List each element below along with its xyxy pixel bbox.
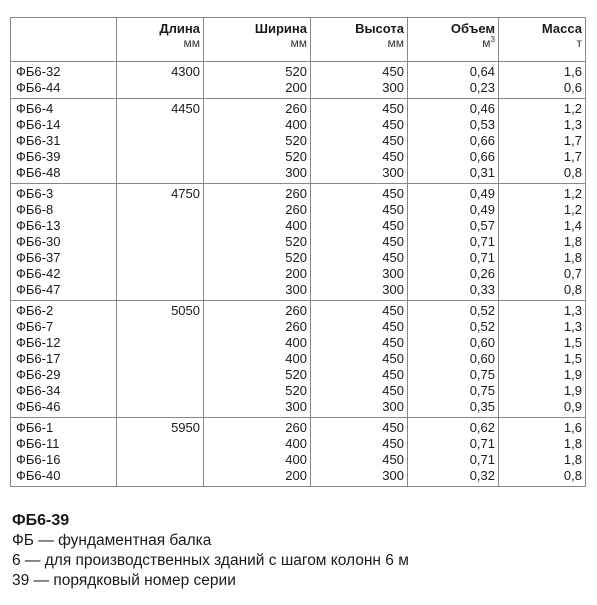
name-value: ФБ6-1 bbox=[16, 420, 54, 435]
header-mass bbox=[499, 18, 586, 62]
header-width bbox=[204, 18, 311, 62]
cell-length bbox=[117, 418, 204, 487]
mass-value: 1,3 bbox=[563, 319, 582, 334]
width-value: 400 bbox=[285, 452, 307, 467]
name-value: ФБ6-48 bbox=[16, 165, 61, 180]
width-value: 200 bbox=[285, 266, 307, 281]
name-value: ФБ6-8 bbox=[16, 202, 54, 217]
height-value: 450 bbox=[382, 367, 404, 382]
header-mass-unit: т bbox=[576, 36, 582, 50]
name-value: ФБ6-39 bbox=[16, 149, 61, 164]
mass-value: 1,2 bbox=[563, 186, 582, 201]
legend bbox=[12, 511, 409, 591]
height-value: 450 bbox=[382, 420, 404, 435]
name-value: ФБ6-7 bbox=[16, 319, 54, 334]
name-value: ФБ6-40 bbox=[16, 468, 61, 483]
header-mass-label: Масса bbox=[541, 21, 582, 36]
width-value: 200 bbox=[285, 468, 307, 483]
volume-value: 0,75 bbox=[469, 383, 495, 398]
cell-width bbox=[204, 99, 311, 184]
width-value: 400 bbox=[285, 117, 307, 132]
volume-unit-exponent: 3 bbox=[490, 35, 495, 44]
name-value: ФБ6-29 bbox=[16, 367, 61, 382]
mass-value: 0,8 bbox=[563, 468, 582, 483]
width-value: 520 bbox=[285, 383, 307, 398]
name-value: ФБ6-14 bbox=[16, 117, 61, 132]
table-group-row bbox=[11, 418, 586, 487]
header-height bbox=[311, 18, 408, 62]
name-value: ФБ6-12 bbox=[16, 335, 61, 350]
width-value: 520 bbox=[285, 133, 307, 148]
mass-value: 0,8 bbox=[563, 282, 582, 297]
cell-mass bbox=[499, 62, 586, 99]
header-width-label: Ширина bbox=[254, 21, 307, 36]
volume-value: 0,32 bbox=[469, 468, 495, 483]
table-header bbox=[11, 18, 586, 62]
cell-name bbox=[11, 99, 117, 184]
header-volume-unit bbox=[411, 36, 495, 51]
mass-value: 0,7 bbox=[563, 266, 582, 281]
name-value: ФБ6-17 bbox=[16, 351, 61, 366]
height-value: 450 bbox=[382, 202, 404, 217]
volume-value: 0,35 bbox=[469, 399, 495, 414]
header-length-unit: мм bbox=[183, 36, 200, 50]
volume-value: 0,46 bbox=[469, 101, 495, 116]
mass-value: 1,7 bbox=[563, 133, 582, 148]
name-value: ФБ6-30 bbox=[16, 234, 61, 249]
cell-width bbox=[204, 62, 311, 99]
mass-value: 1,9 bbox=[563, 367, 582, 382]
cell-height bbox=[311, 418, 408, 487]
header-height-label: Высота bbox=[355, 21, 404, 36]
mass-value: 0,9 bbox=[563, 399, 582, 414]
volume-value: 0,26 bbox=[469, 266, 495, 281]
cell-height bbox=[311, 99, 408, 184]
name-value: ФБ6-2 bbox=[16, 303, 54, 318]
height-value: 450 bbox=[382, 101, 404, 116]
height-value: 300 bbox=[382, 468, 404, 483]
cell-width bbox=[204, 301, 311, 418]
height-value: 450 bbox=[382, 452, 404, 467]
volume-value: 0,71 bbox=[469, 452, 495, 467]
length-value: 5950 bbox=[171, 420, 200, 435]
table-group-row bbox=[11, 184, 586, 301]
cell-height bbox=[311, 184, 408, 301]
cell-mass bbox=[499, 99, 586, 184]
volume-value: 0,31 bbox=[469, 165, 495, 180]
table-group-row bbox=[11, 301, 586, 418]
cell-volume bbox=[408, 62, 499, 99]
length-value: 4450 bbox=[171, 101, 200, 116]
width-value: 300 bbox=[285, 399, 307, 414]
width-value: 260 bbox=[285, 186, 307, 201]
header-volume bbox=[408, 18, 499, 62]
volume-value: 0,60 bbox=[469, 351, 495, 366]
header-length-label: Длина bbox=[159, 21, 200, 36]
length-value: 4300 bbox=[171, 64, 200, 79]
table-group-row bbox=[11, 62, 586, 99]
volume-value: 0,66 bbox=[469, 133, 495, 148]
height-value: 450 bbox=[382, 117, 404, 132]
height-value: 300 bbox=[382, 165, 404, 180]
legend-code: ФБ6-39 bbox=[12, 512, 70, 529]
cell-name bbox=[11, 184, 117, 301]
volume-value: 0,71 bbox=[469, 234, 495, 249]
name-value: ФБ6-32 bbox=[16, 64, 61, 79]
name-value: ФБ6-16 bbox=[16, 452, 61, 467]
volume-value: 0,71 bbox=[469, 250, 495, 265]
mass-value: 1,8 bbox=[563, 234, 582, 249]
height-value: 450 bbox=[382, 383, 404, 398]
volume-value: 0,52 bbox=[469, 319, 495, 334]
header-height-unit: мм bbox=[387, 36, 404, 50]
width-value: 200 bbox=[285, 80, 307, 95]
beam-spec-table bbox=[10, 17, 586, 487]
height-value: 450 bbox=[382, 64, 404, 79]
width-value: 400 bbox=[285, 218, 307, 233]
name-value: ФБ6-42 bbox=[16, 266, 61, 281]
width-value: 400 bbox=[285, 351, 307, 366]
legend-line: 6 — для производственных зданий с шагом колонн 6 м bbox=[12, 552, 409, 569]
mass-value: 1,8 bbox=[563, 436, 582, 451]
cell-height bbox=[311, 301, 408, 418]
name-value: ФБ6-13 bbox=[16, 218, 61, 233]
cell-mass bbox=[499, 301, 586, 418]
height-value: 300 bbox=[382, 266, 404, 281]
cell-length bbox=[117, 184, 204, 301]
height-value: 450 bbox=[382, 218, 404, 233]
width-value: 260 bbox=[285, 303, 307, 318]
mass-value: 1,9 bbox=[563, 383, 582, 398]
name-value: ФБ6-4 bbox=[16, 101, 54, 116]
height-value: 450 bbox=[382, 234, 404, 249]
name-value: ФБ6-47 bbox=[16, 282, 61, 297]
width-value: 300 bbox=[285, 165, 307, 180]
width-value: 520 bbox=[285, 64, 307, 79]
name-value: ФБ6-34 bbox=[16, 383, 61, 398]
mass-value: 1,7 bbox=[563, 149, 582, 164]
mass-value: 1,6 bbox=[563, 420, 582, 435]
width-value: 300 bbox=[285, 282, 307, 297]
cell-width bbox=[204, 418, 311, 487]
header-name bbox=[11, 18, 117, 62]
width-value: 520 bbox=[285, 234, 307, 249]
legend-line: 39 — порядковый номер серии bbox=[12, 572, 236, 589]
legend-line: ФБ — фундаментная балка bbox=[12, 532, 212, 549]
spec-table-container bbox=[10, 17, 587, 487]
volume-value: 0,52 bbox=[469, 303, 495, 318]
cell-length bbox=[117, 301, 204, 418]
height-value: 300 bbox=[382, 80, 404, 95]
volume-value: 0,49 bbox=[469, 186, 495, 201]
cell-width bbox=[204, 184, 311, 301]
mass-value: 1,3 bbox=[563, 117, 582, 132]
height-value: 450 bbox=[382, 186, 404, 201]
width-value: 400 bbox=[285, 436, 307, 451]
mass-value: 0,8 bbox=[563, 165, 582, 180]
height-value: 450 bbox=[382, 149, 404, 164]
width-value: 260 bbox=[285, 319, 307, 334]
volume-value: 0,23 bbox=[469, 80, 495, 95]
mass-value: 1,5 bbox=[563, 335, 582, 350]
header-volume-label: Объем bbox=[450, 21, 495, 36]
name-value: ФБ6-44 bbox=[16, 80, 61, 95]
volume-value: 0,33 bbox=[469, 282, 495, 297]
height-value: 300 bbox=[382, 399, 404, 414]
name-value: ФБ6-31 bbox=[16, 133, 61, 148]
cell-mass bbox=[499, 184, 586, 301]
height-value: 450 bbox=[382, 351, 404, 366]
volume-value: 0,62 bbox=[469, 420, 495, 435]
volume-value: 0,71 bbox=[469, 436, 495, 451]
name-value: ФБ6-11 bbox=[16, 436, 60, 451]
name-value: ФБ6-37 bbox=[16, 250, 61, 265]
table-group-row bbox=[11, 99, 586, 184]
volume-value: 0,64 bbox=[469, 64, 495, 79]
mass-value: 1,6 bbox=[563, 64, 582, 79]
mass-value: 1,5 bbox=[563, 351, 582, 366]
volume-value: 0,66 bbox=[469, 149, 495, 164]
cell-height bbox=[311, 62, 408, 99]
cell-volume bbox=[408, 184, 499, 301]
cell-mass bbox=[499, 418, 586, 487]
height-value: 450 bbox=[382, 133, 404, 148]
width-value: 520 bbox=[285, 149, 307, 164]
header-length bbox=[117, 18, 204, 62]
volume-value: 0,53 bbox=[469, 117, 495, 132]
cell-volume bbox=[408, 99, 499, 184]
width-value: 260 bbox=[285, 420, 307, 435]
width-value: 520 bbox=[285, 367, 307, 382]
width-value: 400 bbox=[285, 335, 307, 350]
mass-value: 1,8 bbox=[563, 250, 582, 265]
name-value: ФБ6-3 bbox=[16, 186, 54, 201]
height-value: 450 bbox=[382, 319, 404, 334]
mass-value: 1,8 bbox=[563, 452, 582, 467]
height-value: 450 bbox=[382, 303, 404, 318]
height-value: 300 bbox=[382, 282, 404, 297]
width-value: 520 bbox=[285, 250, 307, 265]
volume-value: 0,60 bbox=[469, 335, 495, 350]
mass-value: 1,2 bbox=[563, 202, 582, 217]
mass-value: 0,6 bbox=[563, 80, 582, 95]
cell-volume bbox=[408, 418, 499, 487]
height-value: 450 bbox=[382, 335, 404, 350]
cell-length bbox=[117, 62, 204, 99]
cell-name bbox=[11, 301, 117, 418]
height-value: 450 bbox=[382, 436, 404, 451]
mass-value: 1,4 bbox=[563, 218, 582, 233]
volume-unit-base: м bbox=[482, 36, 491, 50]
volume-value: 0,49 bbox=[469, 202, 495, 217]
width-value: 260 bbox=[285, 101, 307, 116]
volume-value: 0,75 bbox=[469, 367, 495, 382]
width-value: 260 bbox=[285, 202, 307, 217]
height-value: 450 bbox=[382, 250, 404, 265]
cell-length bbox=[117, 99, 204, 184]
cell-volume bbox=[408, 301, 499, 418]
table-body bbox=[11, 62, 586, 487]
mass-value: 1,3 bbox=[563, 303, 582, 318]
length-value: 5050 bbox=[171, 303, 200, 318]
length-value: 4750 bbox=[171, 186, 200, 201]
name-value: ФБ6-46 bbox=[16, 399, 61, 414]
cell-name bbox=[11, 418, 117, 487]
cell-name bbox=[11, 62, 117, 99]
volume-value: 0,57 bbox=[469, 218, 495, 233]
mass-value: 1,2 bbox=[563, 101, 582, 116]
header-width-unit: мм bbox=[290, 36, 307, 50]
